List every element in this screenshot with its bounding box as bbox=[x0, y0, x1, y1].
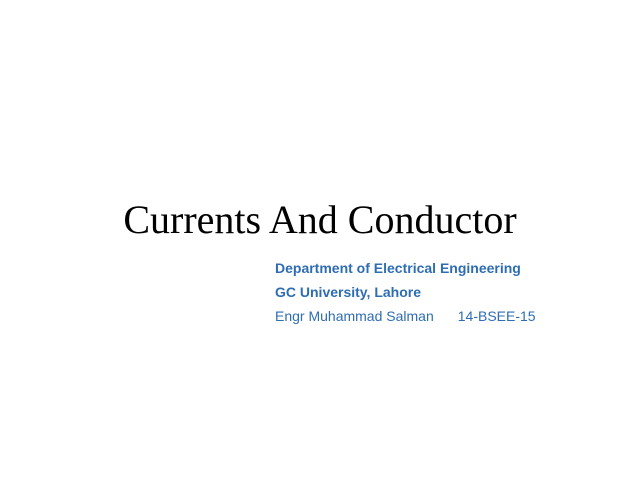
university-line: GC University, Lahore bbox=[275, 284, 422, 300]
roll-number: 14-BSEE-15 bbox=[457, 308, 536, 324]
author-line bbox=[275, 304, 536, 328]
department-line: Department of Electrical Engineering bbox=[275, 260, 521, 276]
author-name: Engr Muhammad Salman bbox=[275, 308, 434, 324]
slide-title: Currents And Conductor bbox=[123, 197, 517, 242]
slide-subtitle bbox=[275, 256, 536, 328]
